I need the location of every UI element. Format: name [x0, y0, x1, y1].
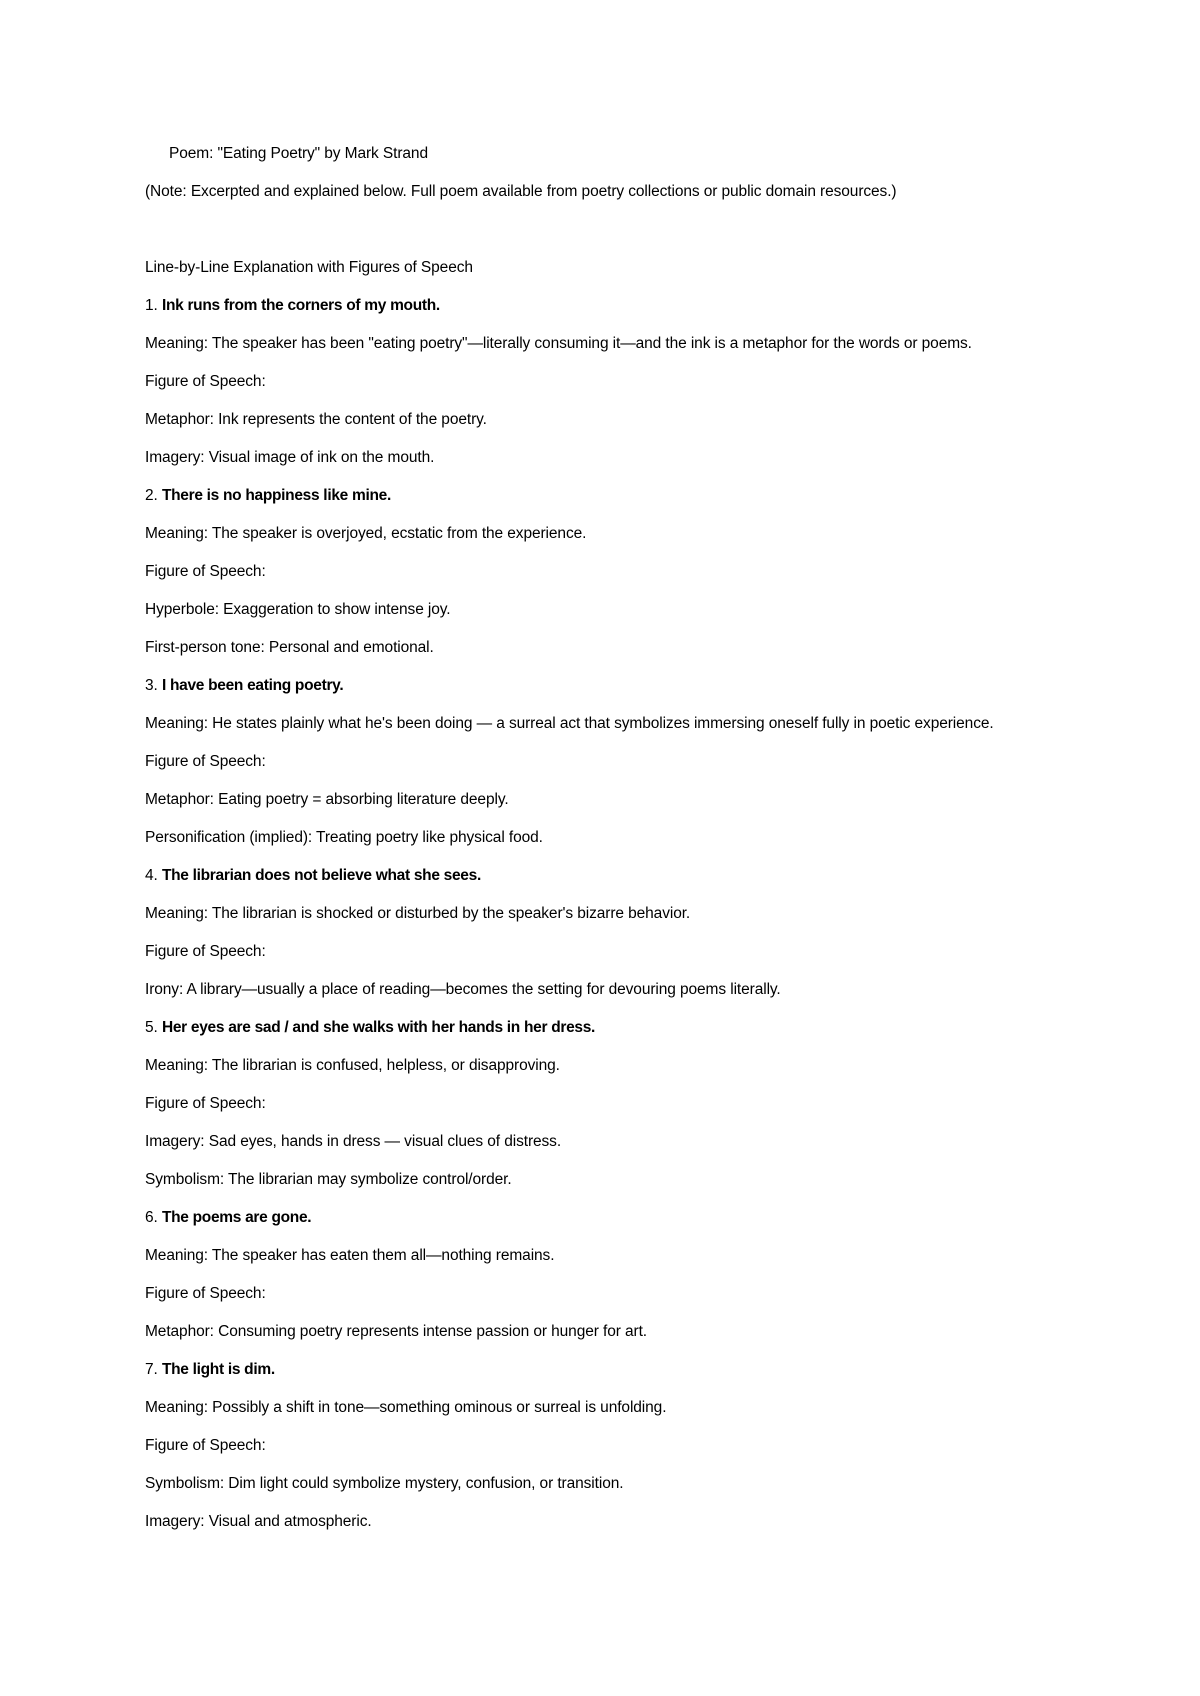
- list-item: [145, 1360, 1155, 1531]
- figure-of-speech-entry: Metaphor: Ink represents the content of the poetry.: [145, 411, 487, 428]
- item-number: 7.: [145, 1361, 158, 1378]
- poem-line-heading: [145, 866, 1155, 885]
- poem-line-heading: [145, 1018, 1155, 1037]
- figure-of-speech-entry: Hyperbole: Exaggeration to show intense joy.: [145, 601, 451, 618]
- meaning-text: Meaning: The speaker has eaten them all—nothing remains.: [145, 1247, 555, 1264]
- figure-of-speech-entry: First-person tone: Personal and emotional.: [145, 639, 434, 656]
- document-title: Poem: "Eating Poetry" by Mark Strand: [169, 145, 428, 162]
- list-item: [145, 486, 1155, 657]
- poem-line-text: There is no happiness like mine.: [161, 487, 391, 504]
- figure-of-speech-label: Figure of Speech:: [145, 373, 266, 390]
- figure-of-speech-label: Figure of Speech:: [145, 753, 266, 770]
- item-number: 4.: [145, 867, 158, 884]
- meaning-text: Meaning: The speaker has been "eating poetry"—literally consuming it—and the ink is a metaphor for the words or poems.: [145, 335, 972, 352]
- meaning-text: Meaning: Possibly a shift in tone—something ominous or surreal is unfolding.: [145, 1399, 667, 1416]
- figure-of-speech-label: Figure of Speech:: [145, 1437, 266, 1454]
- figure-of-speech-label: Figure of Speech:: [145, 1285, 266, 1302]
- figure-of-speech-entry: Metaphor: Eating poetry = absorbing literature deeply.: [145, 791, 509, 808]
- list-item: [145, 1018, 1155, 1189]
- figure-of-speech-entry: Imagery: Visual and atmospheric.: [145, 1513, 372, 1530]
- meaning-text: Meaning: He states plainly what he's been doing — a surreal act that symbolizes immersing oneself fully in poetic experience.: [145, 715, 994, 732]
- poem-line-text: Ink runs from the corners of my mouth.: [161, 297, 440, 314]
- meaning-text: Meaning: The librarian is confused, helpless, or disapproving.: [145, 1057, 560, 1074]
- document-body: [145, 144, 1155, 1550]
- figure-of-speech-label: Figure of Speech:: [145, 943, 266, 960]
- poem-line-text: Her eyes are sad / and she walks with her hands in her dress.: [161, 1019, 596, 1036]
- poem-line-text: I have been eating poetry.: [161, 677, 344, 694]
- item-number: 5.: [145, 1019, 158, 1036]
- figure-of-speech-entry: Personification (implied): Treating poetry like physical food.: [145, 829, 543, 846]
- item-number: 3.: [145, 677, 158, 694]
- list-item: [145, 1208, 1155, 1341]
- meaning-text: Meaning: The speaker is overjoyed, ecstatic from the experience.: [145, 525, 587, 542]
- poem-line-text: The light is dim.: [161, 1361, 275, 1378]
- list-item: [145, 296, 1155, 467]
- poem-line-heading: [145, 296, 1155, 315]
- figure-of-speech-label: Figure of Speech:: [145, 563, 266, 580]
- figure-of-speech-entry: Irony: A library—usually a place of reading—becomes the setting for devouring poems literally.: [145, 981, 781, 998]
- list-item: [145, 866, 1155, 999]
- poem-line-heading: [145, 486, 1155, 505]
- figure-of-speech-label: Figure of Speech:: [145, 1095, 266, 1112]
- item-number: 6.: [145, 1209, 158, 1226]
- poem-line-heading: [145, 1360, 1155, 1379]
- figure-of-speech-entry: Symbolism: The librarian may symbolize control/order.: [145, 1171, 512, 1188]
- section-heading: Line-by-Line Explanation with Figures of Speech: [145, 259, 473, 276]
- poem-line-text: The poems are gone.: [161, 1209, 312, 1226]
- figure-of-speech-entry: Imagery: Sad eyes, hands in dress — visual clues of distress.: [145, 1133, 562, 1150]
- figure-of-speech-entry: Metaphor: Consuming poetry represents intense passion or hunger for art.: [145, 1323, 647, 1340]
- document-note: (Note: Excerpted and explained below. Full poem available from poetry collections or public domain resources.): [145, 183, 897, 200]
- figure-of-speech-entry: Symbolism: Dim light could symbolize mystery, confusion, or transition.: [145, 1475, 624, 1492]
- item-number: 1.: [145, 297, 158, 314]
- meaning-text: Meaning: The librarian is shocked or disturbed by the speaker's bizarre behavior.: [145, 905, 691, 922]
- poem-line-heading: [145, 676, 1155, 695]
- list-item: [145, 676, 1155, 847]
- explanation-list: [145, 296, 1155, 1531]
- poem-line-heading: [145, 1208, 1155, 1227]
- figure-of-speech-entry: Imagery: Visual image of ink on the mouth.: [145, 449, 435, 466]
- poem-line-text: The librarian does not believe what she sees.: [161, 867, 481, 884]
- item-number: 2.: [145, 487, 158, 504]
